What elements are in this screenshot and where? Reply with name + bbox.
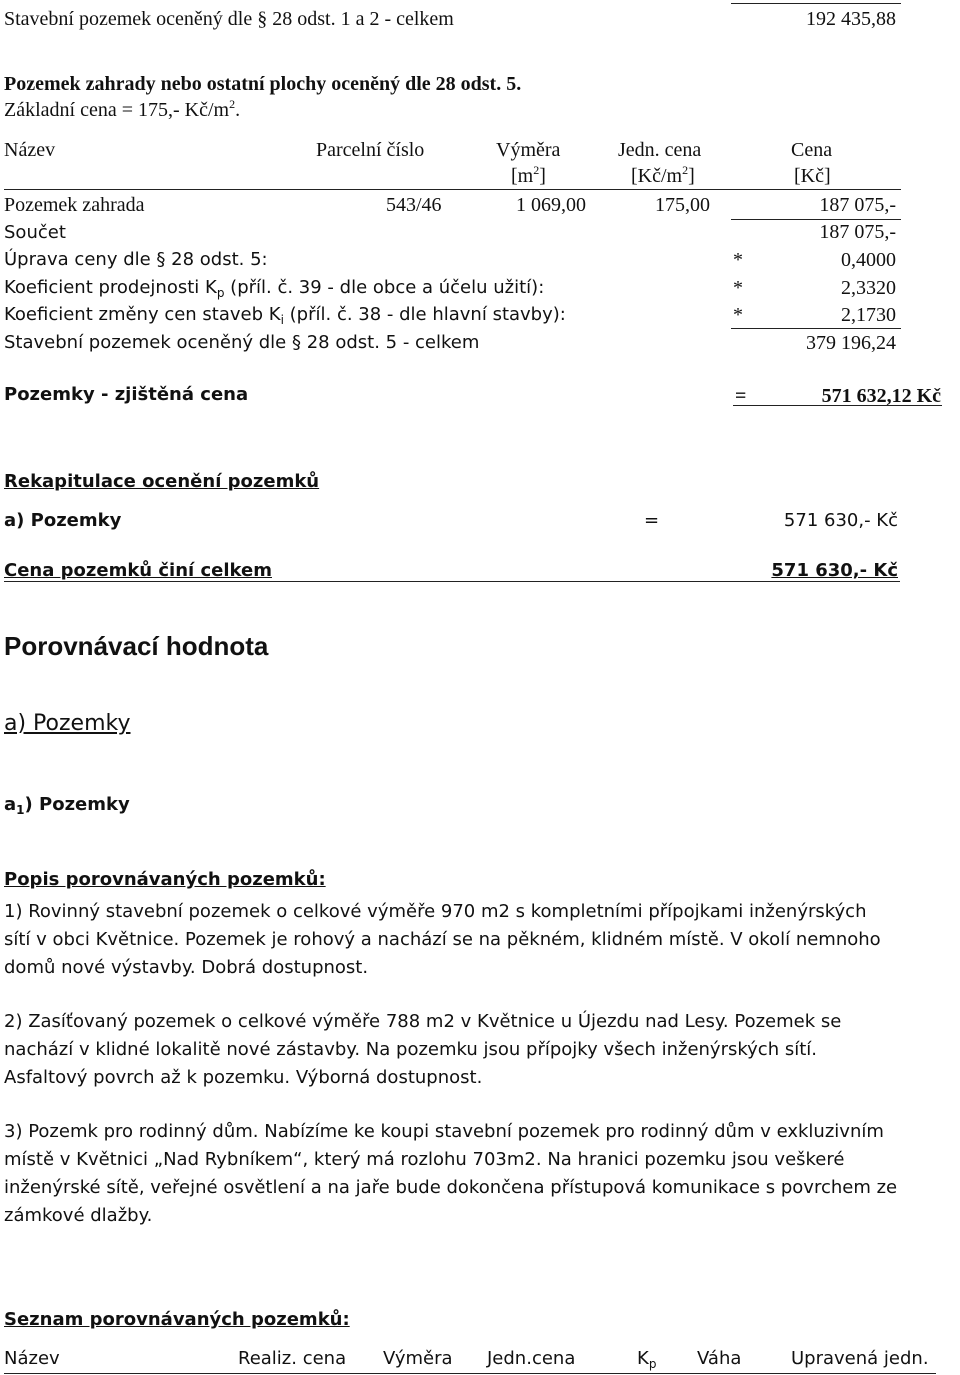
col-header-area-unit: $[m^2]$	[511, 163, 546, 187]
description-2-line: nachází v klidné lokalitě nové zástavby. Na pozemku jsou přípojky všech inženýrských sítí.	[4, 1039, 817, 1060]
list-header-kp: $K_p$	[637, 1348, 657, 1371]
kp-op: *	[733, 277, 743, 299]
description-1	[4, 898, 959, 982]
list-header-area: Výměra	[383, 1348, 453, 1369]
row-area: 1 069,00	[516, 194, 586, 216]
col-header-name: Název	[4, 139, 56, 161]
recap-total-value: 571 630,- Kč	[771, 560, 898, 581]
recap-item-value: 571 630,- Kč	[783, 510, 898, 531]
description-3-line: zámkové dlažby.	[4, 1205, 153, 1226]
recap-item-label: a) Pozemky	[4, 510, 122, 531]
row-name: Pozemek zahrada	[4, 194, 145, 216]
description-3-line: 3) Pozemk pro rodinný dům. Nabízíme ke koupi stavební pozemek pro rodinný dům v exkluzivním	[4, 1121, 884, 1142]
recap-total-underline	[4, 581, 900, 582]
adjust-op: *	[733, 249, 743, 271]
total-value: 379 196,24	[806, 332, 896, 354]
kp-label: Koeficient prodejnosti $K_p$ (příl. č. 39 - dle obce a účelu užití):	[4, 277, 545, 300]
list-header-unit: Jedn.cena	[487, 1348, 576, 1369]
ki-op: *	[733, 304, 743, 326]
recap-total-label: Cena pozemků činí celkem	[4, 560, 272, 581]
row-unit-price: 175,00	[655, 194, 710, 216]
base-price: Základní cena = 175,- $Kč/m^2$.	[4, 97, 241, 121]
recap-item-eq: =	[644, 510, 660, 531]
recap-title: Rekapitulace ocenění pozemků	[4, 471, 320, 492]
description-2-line: Asfaltový povrch až k pozemku. Výborná dostupnost.	[4, 1067, 483, 1088]
row-price: 187 075,-	[819, 194, 896, 216]
ki-rule	[731, 328, 901, 329]
description-1-line: 1) Rovinný stavební pozemek o celkové výměře 970 m2 s kompletními přípojkami inženýrských	[4, 901, 867, 922]
description-1-line: domů nové výstavby. Dobrá dostupnost.	[4, 957, 369, 978]
col-header-parcel: Parcelní číslo	[316, 139, 425, 161]
comparison-title: Porovnávací hodnota	[4, 631, 269, 661]
found-price-eq: =	[735, 385, 747, 407]
top-total-value: 192 435,88	[806, 8, 896, 30]
list-header-rule	[4, 1373, 936, 1374]
found-price-label: Pozemky - zjištěná cena	[4, 384, 249, 405]
row-parcel: 543/46	[386, 194, 442, 216]
garden-heading: Pozemek zahrady nebo ostatní plochy oceněný dle 28 odst. 5.	[4, 73, 522, 95]
comparison-sub-a: a) Pozemky	[4, 711, 131, 736]
list-header-name: Název	[4, 1348, 60, 1369]
comparison-sub-a1: $a_1$) Pozemky	[4, 794, 130, 817]
list-header-weight: Váha	[697, 1348, 742, 1369]
found-price-value: 571 632,12 Kč	[821, 385, 941, 407]
sum-rule	[731, 219, 901, 220]
description-3	[4, 1118, 959, 1230]
found-price-underline	[733, 405, 942, 406]
adjust-value: 0,4000	[841, 249, 896, 271]
total-label: Stavební pozemek oceněný dle § 28 odst. 5 - celkem	[4, 332, 480, 353]
list-title: Seznam porovnávaných pozemků:	[4, 1309, 350, 1330]
col-header-unit-price-unit: $[Kč/m^2]$	[631, 163, 695, 187]
description-1-line: sítí v obci Květnice. Pozemek je rohový a nachází se na pěkném, klidném místě. V okolí nemnoho	[4, 929, 881, 950]
description-3-line: místě v Květnici „Nad Rybníkem“, který má rozlohu 703m2. Na hranici pozemku jsou veškeré	[4, 1149, 845, 1170]
description-title: Popis porovnávaných pozemků:	[4, 869, 326, 890]
sum-value: 187 075,-	[819, 221, 896, 243]
col-header-price: Cena	[791, 139, 833, 161]
col-header-unit-price: Jedn. cena	[618, 139, 702, 161]
description-2-line: 2) Zasíťovaný pozemek o celkové výměře 788 m2 v Květnice u Újezdu nad Lesy. Pozemek se	[4, 1011, 842, 1032]
list-header-realiz: Realiz. cena	[238, 1348, 347, 1369]
description-3-line: inženýrské sítě, veřejné osvětlení a na jaře bude dokončena přístupová komunikace s povrchem ze	[4, 1177, 898, 1198]
top-total-rule	[731, 3, 901, 4]
col-header-area: Výměra	[496, 139, 561, 161]
adjust-label: Úprava ceny dle § 28 odst. 5:	[4, 249, 268, 270]
description-2	[4, 1008, 959, 1092]
top-total-label: Stavební pozemek oceněný dle § 28 odst. 1 a 2 - celkem	[4, 8, 454, 30]
list-header-adjusted: Upravená jedn.	[791, 1348, 929, 1369]
kp-value: 2,3320	[841, 277, 896, 299]
col-header-price-unit: [Kč]	[794, 165, 831, 187]
ki-label: Koeficient změny cen staveb $K_i$ (příl. č. 38 - dle hlavní stavby):	[4, 304, 566, 327]
ki-value: 2,1730	[841, 304, 896, 326]
sum-label: Součet	[4, 222, 66, 243]
table-header-rule	[4, 189, 901, 190]
